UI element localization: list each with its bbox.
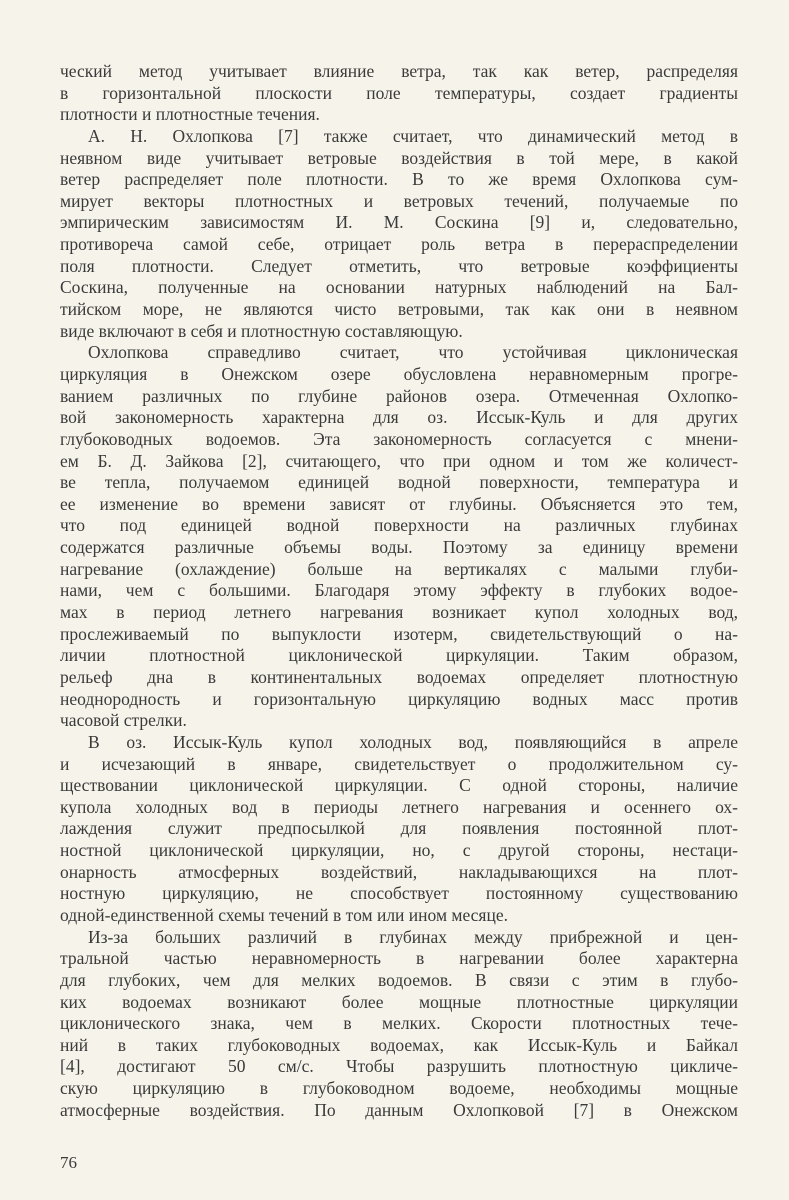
text-line: ностной циклонической циркуляции, но, с другой стороны, нестаци-: [60, 840, 738, 861]
text-line: ний в таких глубоководных водоемах, как Иссык-Куль и Байкал: [60, 1034, 738, 1055]
text-line: мах в период летнего нагревания возникает купол холодных вод,: [60, 602, 738, 623]
paragraph: [60, 126, 738, 342]
text-line: личии плотностной циклонической циркуляции. Таким образом,: [60, 645, 738, 666]
text-line: рельеф дна в континентальных водоемах определяет плотностную: [60, 666, 738, 687]
text-line: содержатся различные объемы воды. Поэтому за единицу времени: [60, 537, 738, 558]
paragraph: [60, 342, 738, 732]
text-line: противореча самой себе, отрицает роль ветра в перераспределении: [60, 234, 738, 255]
text-line: ветер распределяет поле плотности. В то же время Охлопкова сум-: [60, 169, 738, 190]
text-line: эмпирическим зависимостям И. М. Соскина [9] и, следовательно,: [60, 212, 738, 233]
text-line: онарность атмосферных воздействий, накладывающихся на плот-: [60, 861, 738, 882]
text-line: В оз. Иссык-Куль купол холодных вод, появляющийся в апреле: [88, 731, 738, 752]
text-line: тральной частью неравномерность в нагревании более характерна: [60, 948, 738, 969]
text-line: мирует векторы плотностных и ветровых течений, получаемые по: [60, 190, 738, 211]
text-line: глубоководных водоемов. Эта закономерность согласуется с мнени-: [60, 428, 738, 449]
text-line: циклонического знака, чем в мелких. Скорости плотностных тече-: [60, 1013, 738, 1034]
text-line: ностную циркуляцию, не способствует постоянному существованию: [60, 883, 738, 904]
paragraph: [60, 927, 738, 1122]
text-line: циркуляция в Онежском озере обусловлена неравномерным прогре-: [60, 363, 738, 384]
text-line: одной-единственной схемы течений в том или ином месяце.: [60, 904, 508, 925]
text-line: ществовании циклонической циркуляции. С одной стороны, наличие: [60, 775, 738, 796]
text-line: Из-за больших различий в глубинах между прибрежной и цен-: [88, 926, 738, 947]
text-line: и исчезающий в январе, свидетельствует о продолжительном су-: [60, 753, 738, 774]
text-line: купола холодных вод в периоды летнего нагревания и осеннего ох-: [60, 796, 738, 817]
text-line: поля плотности. Следует отметить, что ветровые коэффициенты: [60, 255, 738, 276]
text-line: ее изменение во времени зависят от глубины. Объясняется это тем,: [60, 493, 738, 514]
text-line: в горизонтальной плоскости поле температуры, создает градиенты: [60, 82, 738, 103]
page-number: 76: [60, 1153, 77, 1172]
text-line: для глубоких, чем для мелких водоемов. В связи с этим в глубо-: [60, 969, 738, 990]
text-line: Соскина, полученные на основании натурных наблюдений на Бал-: [60, 277, 738, 298]
text-line: лаждения служит предпосылкой для появления постоянной плот-: [60, 818, 738, 839]
text-line: [4], достигают 50 см/с. Чтобы разрушить плотностную цикличе-: [60, 1056, 738, 1077]
text-line: плотности и плотностные течения.: [60, 104, 320, 125]
text-line: нагревание (охлаждение) больше на вертикалях с малыми глуби-: [60, 558, 738, 579]
text-line: ве тепла, получаемом единицей водной поверхности, температура и: [60, 472, 738, 493]
text-line: вой закономерность характерна для оз. Иссык-Куль и для других: [60, 407, 738, 428]
document-body: [60, 61, 738, 1121]
paragraph: [60, 61, 738, 126]
text-line: ких водоемах возникают более мощные плотностные циркуляции: [60, 991, 738, 1012]
text-line: прослеживаемый по выпуклости изотерм, свидетельствующий о на-: [60, 623, 738, 644]
text-line: часовой стрелки.: [60, 710, 187, 731]
text-line: Охлопкова справедливо считает, что устойчивая циклоническая: [88, 342, 738, 363]
text-line: неявном виде учитывает ветровые воздействия в той мере, в какой: [60, 147, 738, 168]
text-line: ем Б. Д. Зайкова [2], считающего, что при одном и том же количест-: [60, 450, 738, 471]
text-line: А. Н. Охлопкова [7] также считает, что динамический метод в: [88, 125, 738, 146]
text-line: тийском море, не являются чисто ветровыми, так как они в неявном: [60, 299, 738, 320]
text-line: что под единицей водной поверхности на различных глубинах: [60, 515, 738, 536]
text-line: виде включают в себя и плотностную составляющую.: [60, 320, 463, 341]
text-line: ванием различных по глубине районов озера. Отмеченная Охлопко-: [60, 385, 738, 406]
text-line: нами, чем с большими. Благодаря этому эффекту в глубоких водое-: [60, 580, 738, 601]
paragraph: [60, 732, 738, 927]
text-line: неоднородность и горизонтальную циркуляцию водных масс против: [60, 688, 738, 709]
text-line: атмосферные воздействия. По данным Охлопковой [7] в Онежском: [60, 1099, 738, 1120]
text-line: ческий метод учитывает влияние ветра, так как ветер, распределяя: [60, 61, 738, 81]
text-line: скую циркуляцию в глубоководном водоеме, необходимы мощные: [60, 1078, 738, 1099]
